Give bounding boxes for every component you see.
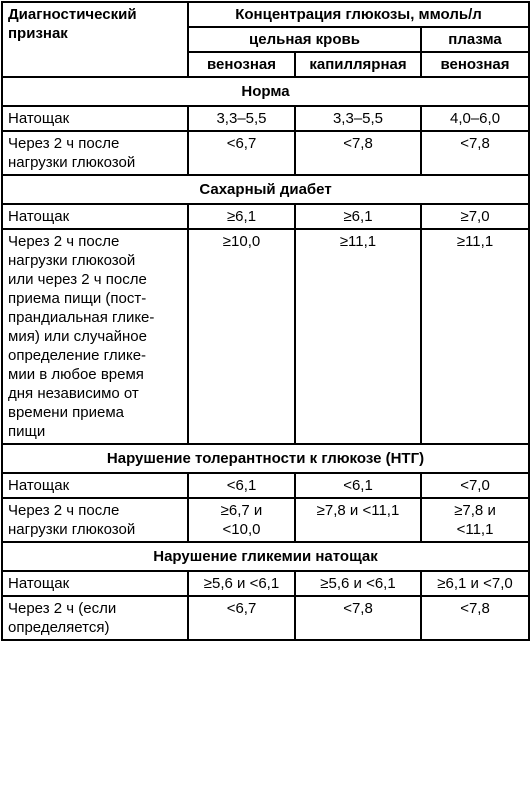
- value-plasma: ≥7,0: [421, 204, 529, 229]
- header-glucose-concentration: Концентрация глюкозы, ммоль/л: [188, 2, 529, 27]
- section-row: [2, 175, 529, 204]
- section-title: Нарушение толерантности к глюкозе (НТГ): [2, 444, 529, 473]
- value-capillary: ≥6,1: [295, 204, 421, 229]
- value-plasma: 4,0–6,0: [421, 106, 529, 131]
- table-row: [2, 571, 529, 596]
- table-row: [2, 131, 529, 175]
- value-venous: ≥6,7 и <10,0: [188, 498, 295, 542]
- table-row: [2, 229, 529, 444]
- table-row: [2, 498, 529, 542]
- value-plasma: ≥7,8 и <11,1: [421, 498, 529, 542]
- value-capillary: <7,8: [295, 596, 421, 640]
- table-row: [2, 473, 529, 498]
- value-plasma: <7,8: [421, 596, 529, 640]
- value-capillary: <6,1: [295, 473, 421, 498]
- section-title: Сахарный диабет: [2, 175, 529, 204]
- row-label: Через 2 ч после нагрузки глюкозой: [2, 498, 188, 542]
- section-row: [2, 542, 529, 571]
- header-diagnostic-feature: Диагностический признак: [2, 2, 188, 77]
- value-plasma: <7,8: [421, 131, 529, 175]
- value-venous: <6,7: [188, 596, 295, 640]
- value-venous: <6,1: [188, 473, 295, 498]
- value-capillary: ≥5,6 и <6,1: [295, 571, 421, 596]
- header-plasma-venous: венозная: [421, 52, 529, 77]
- table-body: [2, 77, 529, 640]
- table-row: [2, 596, 529, 640]
- row-label: Натощак: [2, 571, 188, 596]
- header-venous: венозная: [188, 52, 295, 77]
- row-label: Через 2 ч (если определяется): [2, 596, 188, 640]
- section-title: Норма: [2, 77, 529, 106]
- value-venous: ≥6,1: [188, 204, 295, 229]
- value-plasma: <7,0: [421, 473, 529, 498]
- value-venous: ≥10,0: [188, 229, 295, 444]
- table-row: [2, 204, 529, 229]
- row-label: Натощак: [2, 204, 188, 229]
- value-plasma: ≥6,1 и <7,0: [421, 571, 529, 596]
- value-capillary: ≥11,1: [295, 229, 421, 444]
- value-venous: 3,3–5,5: [188, 106, 295, 131]
- value-venous: <6,7: [188, 131, 295, 175]
- value-plasma: ≥11,1: [421, 229, 529, 444]
- header-plasma: плазма: [421, 27, 529, 52]
- row-label: Через 2 ч после нагрузки глюкозой или через 2 ч после приема пищи (пост- прандиальная глике- мия) или случайное определение глике- мии в любое время дня независимо от времени приема пищи: [2, 229, 188, 444]
- section-row: [2, 444, 529, 473]
- row-label: Через 2 ч после нагрузки глюкозой: [2, 131, 188, 175]
- section-row: [2, 77, 529, 106]
- value-capillary: 3,3–5,5: [295, 106, 421, 131]
- header-whole-blood: цельная кровь: [188, 27, 421, 52]
- value-capillary: ≥7,8 и <11,1: [295, 498, 421, 542]
- value-venous: ≥5,6 и <6,1: [188, 571, 295, 596]
- header-capillary: капиллярная: [295, 52, 421, 77]
- section-title: Нарушение гликемии натощак: [2, 542, 529, 571]
- row-label: Натощак: [2, 106, 188, 131]
- table-row: [2, 106, 529, 131]
- row-label: Натощак: [2, 473, 188, 498]
- glucose-criteria-table: [1, 1, 530, 641]
- value-capillary: <7,8: [295, 131, 421, 175]
